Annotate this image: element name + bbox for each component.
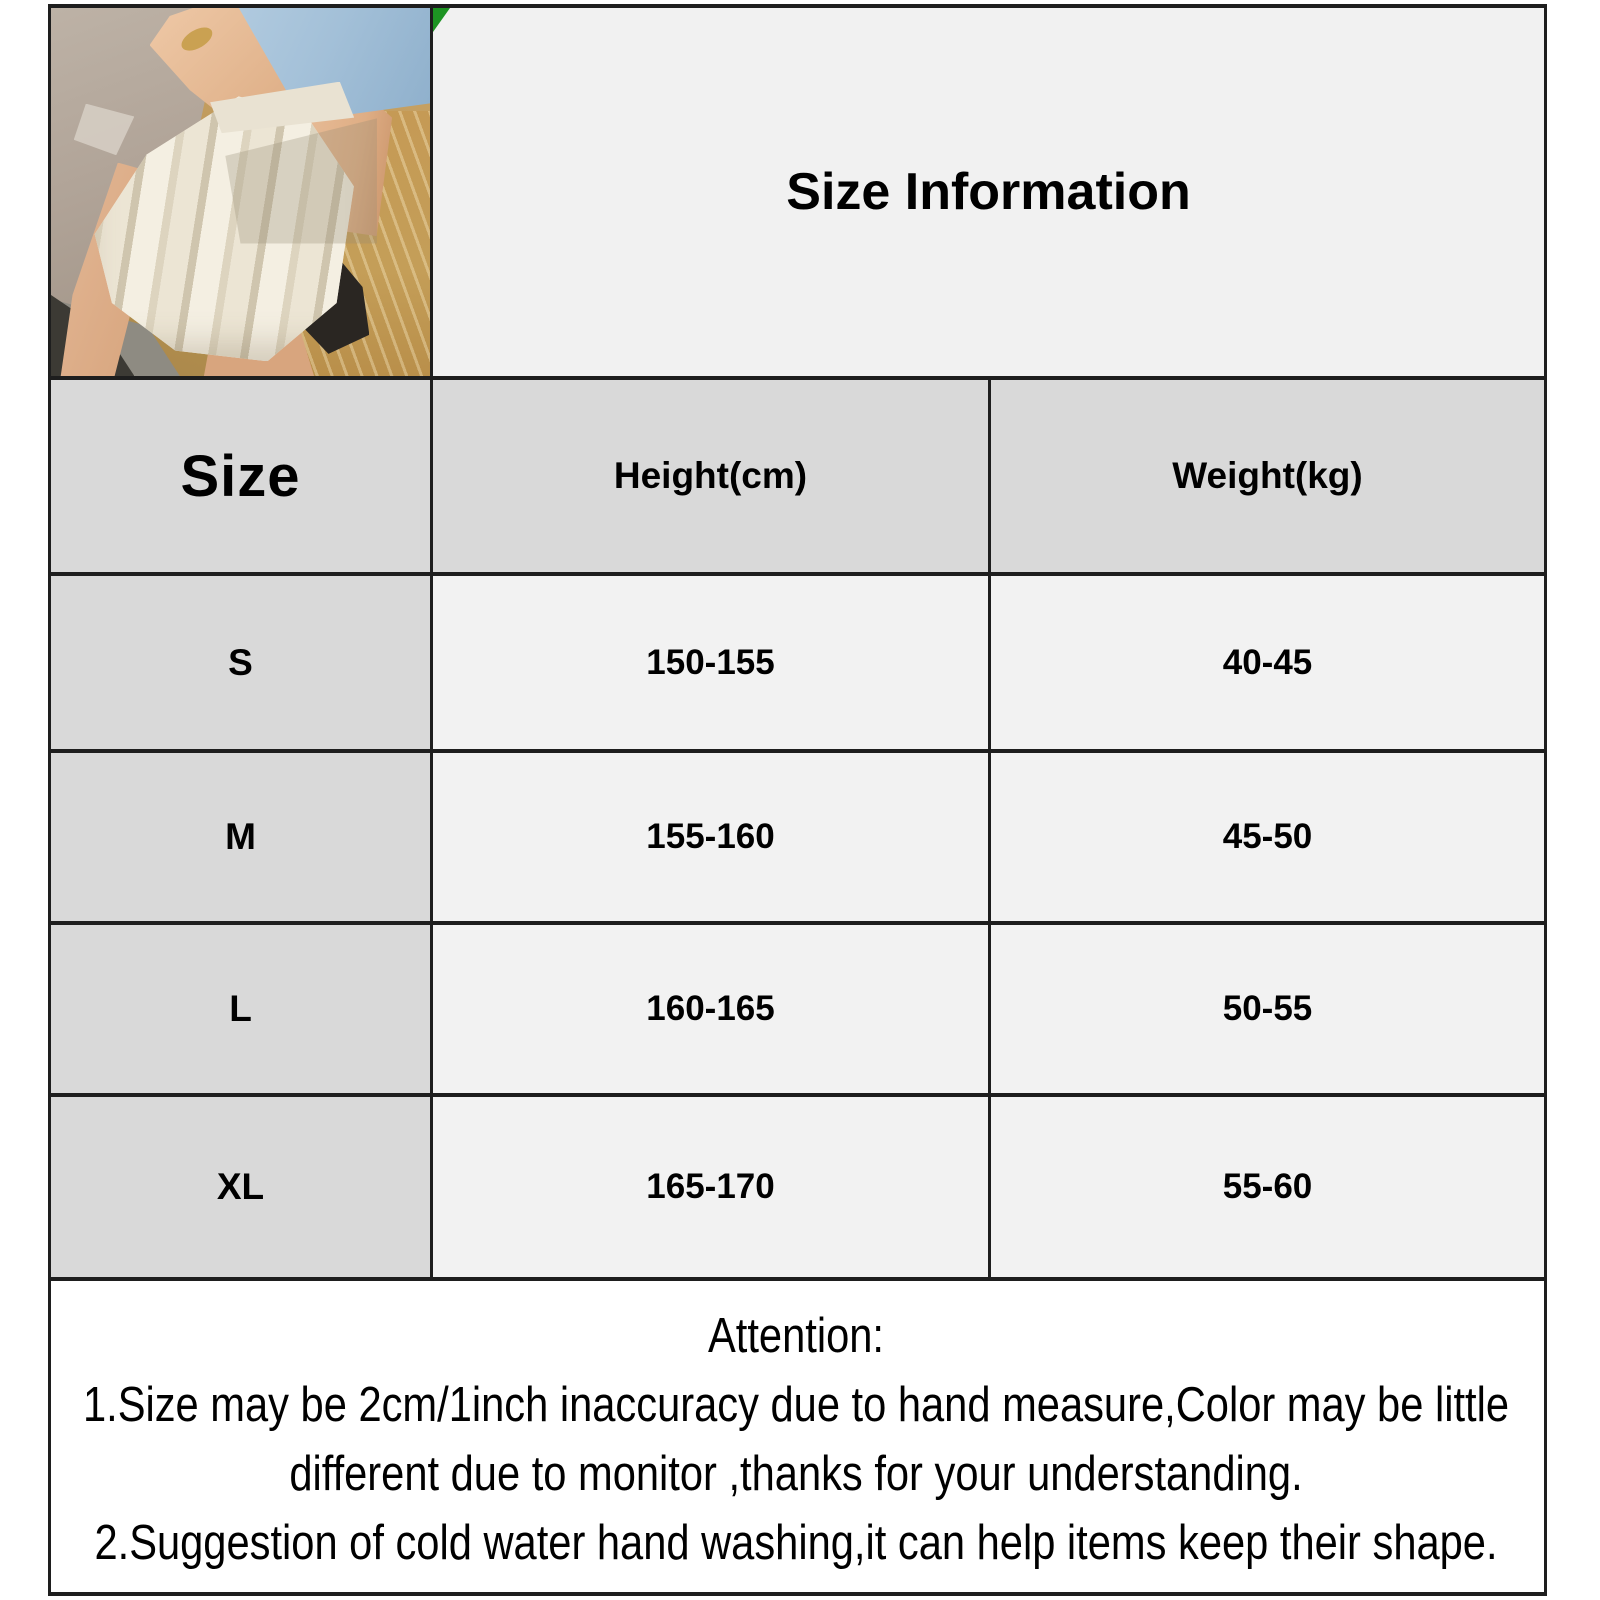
- top-row: [50, 6, 1546, 378]
- attention-note-2: 2.Suggestion of cold water hand washing,it can help items keep their shape.: [94, 1515, 1498, 1570]
- title-cell: [432, 6, 1546, 378]
- size-label: S: [50, 574, 432, 751]
- attention-row: [50, 1279, 1546, 1594]
- size-label: L: [50, 923, 432, 1095]
- product-photo-cell: [50, 6, 432, 378]
- product-photo: [51, 8, 430, 376]
- header-row: [50, 378, 1546, 574]
- height-value: 155-160: [432, 751, 990, 923]
- table-row: [50, 751, 1546, 923]
- attention-note-1: 1.Size may be 2cm/1inch inaccuracy due to hand measure,Color may be little different due to monitor ,thanks for your understanding.: [82, 1377, 1510, 1501]
- weight-value: 55-60: [990, 1095, 1546, 1279]
- size-label: XL: [50, 1095, 432, 1279]
- green-corner-marker-icon: [433, 8, 450, 32]
- table-row: [50, 574, 1546, 751]
- attention-heading: Attention:: [708, 1308, 884, 1363]
- page-title: Size Information: [786, 163, 1191, 221]
- table-row: [50, 923, 1546, 1095]
- attention-cell: [50, 1279, 1546, 1594]
- weight-value: 40-45: [990, 574, 1546, 751]
- height-value: 165-170: [432, 1095, 990, 1279]
- column-header-weight: Weight(kg): [990, 378, 1546, 574]
- height-value: 150-155: [432, 574, 990, 751]
- size-label: M: [50, 751, 432, 923]
- size-chart-table: [48, 4, 1547, 1596]
- table-row: [50, 1095, 1546, 1279]
- height-value: 160-165: [432, 923, 990, 1095]
- weight-value: 45-50: [990, 751, 1546, 923]
- weight-value: 50-55: [990, 923, 1546, 1095]
- column-header-size: Size: [50, 378, 432, 574]
- column-header-height: Height(cm): [432, 378, 990, 574]
- size-chart-sheet: [48, 4, 1544, 1596]
- attention-text-block: [65, 1302, 1527, 1578]
